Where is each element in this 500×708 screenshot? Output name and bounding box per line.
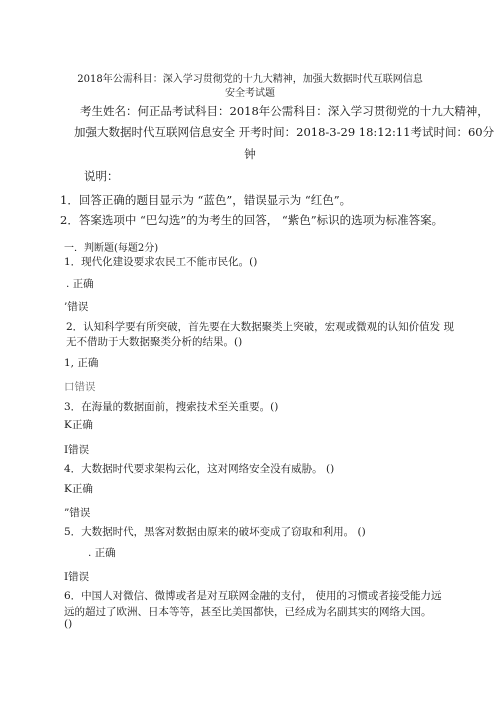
option-correct[interactable]: 1, 正确 — [64, 357, 99, 369]
option-wrong[interactable]: 口错误 — [64, 381, 96, 393]
instructions-label: 说明： — [84, 169, 119, 183]
question-text-line1: 6．中国人对微信、微博或者是对互联网金融的支付， 使用的习惯或者接受能力远 — [64, 590, 442, 602]
option-wrong[interactable]: I错误 — [64, 444, 90, 456]
option-correct[interactable]: . 正确 — [88, 547, 116, 559]
option-correct[interactable]: . 正确 — [66, 278, 94, 290]
meta-line3: 钟 — [244, 147, 256, 161]
question-text: 1．现代化建设要求农民工不能市民化。() — [64, 256, 258, 268]
exam-title-line1: 2018年公需科目：深入学习贯彻党的十九大精神，加强大数据时代互联网信息 — [77, 74, 423, 85]
option-wrong[interactable]: ’错误 — [64, 301, 89, 313]
section-heading: 一．判断题(每题2分) — [64, 243, 159, 254]
option-wrong[interactable]: I错误 — [64, 571, 90, 583]
question-text-line3: () — [64, 618, 73, 630]
question-text: 3．在海量的数据面前，搜索技术至关重要。() — [64, 401, 279, 413]
instruction-item-2: 2．答案选项中 “巴勾选”的为考生的回答， “紫色”标识的选项为标准答案。 — [60, 213, 444, 227]
exam-title-line2: 安全考试题 — [225, 88, 275, 99]
option-correct[interactable]: K正确 — [64, 419, 93, 431]
option-wrong[interactable]: ”错误 — [64, 507, 91, 519]
option-correct[interactable]: K正确 — [64, 483, 93, 495]
question-text-line2: 无不借助于大数据聚类分析的结果。() — [66, 336, 243, 348]
question-text: 4．大数据时代要求架构云化，这对网络安全没有威胁。 () — [64, 463, 335, 475]
question-text-line2: 远的超过了欧洲、日本等等，甚至比美国都快，已经成为名副其实的网络大国。 — [64, 606, 432, 618]
meta-line1: 考生姓名：何正品考试科目：2018年公需科目：深入学习贯彻党的十九大精神， — [80, 104, 489, 118]
question-text: 5．大数据时代，黑客对数据由原来的破坏变成了窃取和利用。 () — [64, 526, 366, 538]
question-text-line1: 2．认知科学要有所突破，首先要在大数据聚类上突破，宏观或微观的认知价值发 现 — [66, 321, 455, 333]
meta-line2: 加强大数据时代互联网信息安全 开考时间：2018-3-29 18:12:11考试时间：60分 — [74, 125, 495, 139]
instruction-item-1: 1．回答正确的题目显示为 “蓝色”，错误显示为 “红色”。 — [60, 193, 352, 207]
